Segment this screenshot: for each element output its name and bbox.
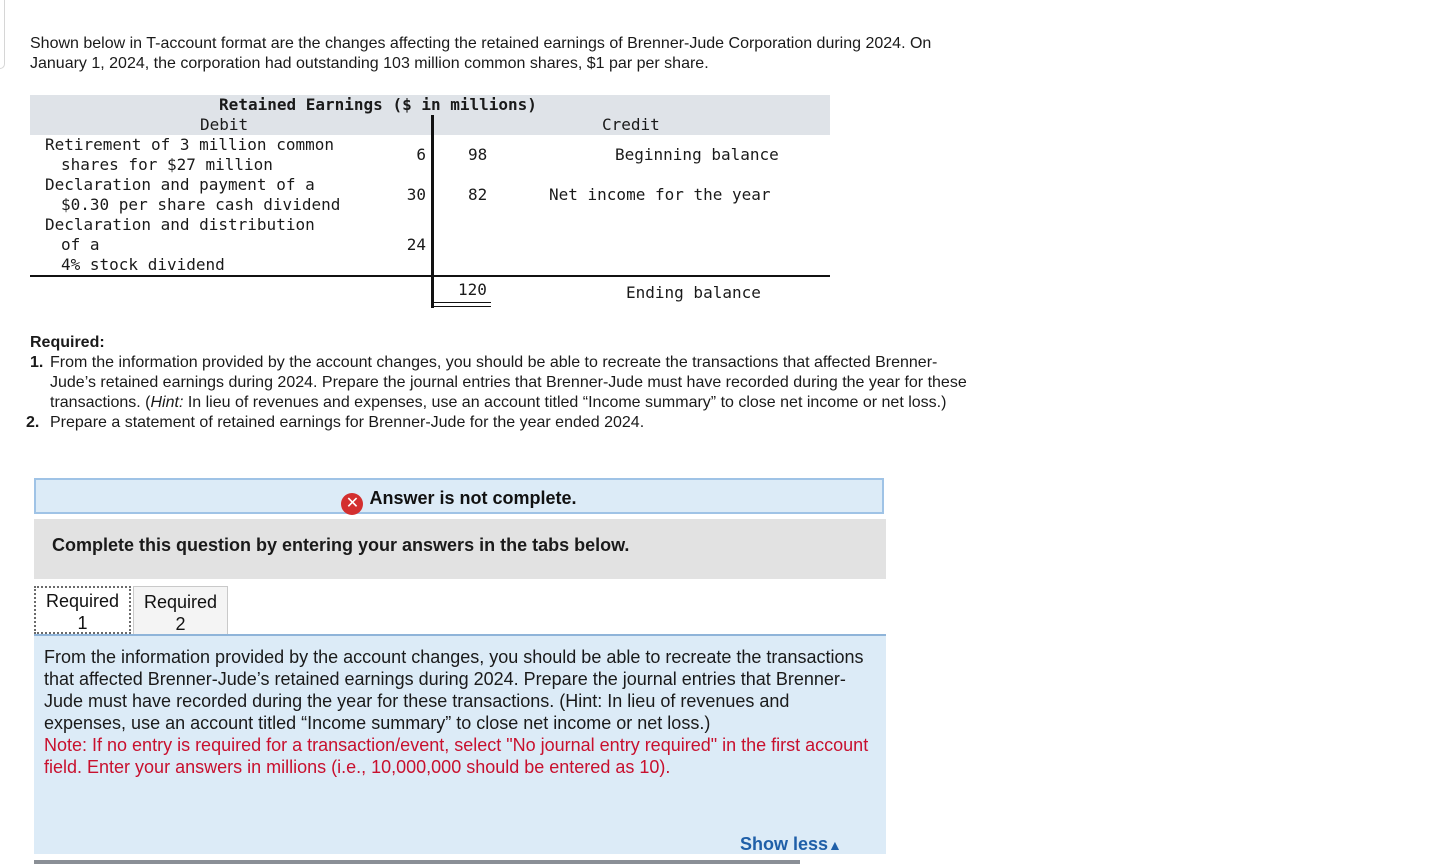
debit-row-2-line1: Declaration and payment of a — [45, 175, 315, 194]
debit-row-2-line2: $0.30 per share cash dividend — [61, 195, 341, 214]
complete-instructions-box: Complete this question by entering your answers in the tabs below. — [34, 519, 886, 579]
ending-balance-label: Ending balance — [626, 283, 761, 302]
required-item-2 — [26, 413, 975, 433]
instruction-panel — [34, 636, 886, 854]
t-account-title — [30, 95, 830, 115]
answer-status-banner — [34, 478, 884, 514]
tab-required-1-line1: Required — [45, 591, 120, 611]
required-item-1-hint: Hint: — [150, 394, 184, 411]
show-less-label: Show less — [740, 834, 829, 854]
credit-row-1-amount: 98 — [468, 145, 488, 164]
credit-row-2-label: Net income for the year — [549, 185, 771, 204]
t-account — [30, 95, 830, 310]
debit-row-3-line2: of a — [61, 235, 100, 254]
required-item-1-number: 1. — [30, 354, 44, 371]
t-account-horizontal-line — [30, 275, 830, 277]
credit-row-2-amount: 82 — [468, 185, 488, 204]
ending-balance-amount: 120 — [458, 280, 487, 299]
debit-row-3-line3: 4% stock dividend — [61, 255, 225, 274]
x-circle-icon: ✕ — [341, 493, 363, 515]
tab-required-2-line2: 2 — [175, 614, 186, 634]
required-section — [26, 333, 975, 433]
debit-row-1-amount: 6 — [416, 145, 426, 164]
tab-required-1[interactable] — [34, 586, 131, 634]
credit-header: Credit — [602, 115, 660, 134]
answer-status-text: Answer is not complete. — [369, 488, 577, 508]
required-item-2-text: Prepare a statement of retained earnings for Brenner-Jude for the year ended 2024. — [50, 414, 645, 431]
debit-header: Debit — [200, 115, 249, 134]
required-heading: Required: — [30, 334, 105, 351]
t-account-vertical-line — [431, 115, 434, 308]
credit-row-1-label: Beginning balance — [615, 145, 779, 164]
table-header-edge — [34, 860, 800, 864]
t-account-title-text: Retained Earnings ($ in millions) — [219, 95, 537, 114]
tab-required-1-line2: 1 — [77, 613, 88, 633]
debit-row-2-amount: 30 — [406, 185, 426, 204]
double-underline-bottom — [431, 306, 491, 307]
triangle-up-icon: ▲ — [828, 837, 842, 853]
instruction-text: From the information provided by the account changes, you should be able to recreate the transactions that affected Brenner-Jude’s retained earnings during 2024. Prepare the journal entries that Brenner-Jude must have recorded during the year for these transactions. (Hint: In lieu of revenues and expenses, use an account titled “Income summary” to close net income or net loss.) — [44, 647, 864, 733]
debit-row-3-amount: 24 — [406, 235, 426, 254]
intro-paragraph: Shown below in T-account format are the changes affecting the retained earnings of Brenner-Jude Corporation during 2024. On January 1, 2024, the corporation had outstanding 103 million common shares, $1 par per share. — [30, 35, 932, 72]
required-item-2-number: 2. — [26, 414, 40, 431]
debit-row-1-line2: shares for $27 million — [61, 155, 273, 174]
required-item-1-text-b: In lieu of revenues and expenses, use an account titled “Income summary” to close net income or net loss.) — [183, 394, 947, 411]
tab-required-2[interactable] — [133, 586, 228, 634]
required-item-1-text-a: From the information provided by the account changes, you should be able to recreate the transactions that affected Brenner-Jude’s retained earnings during 2024. Prepare the journal entries that Brenner-Jude must have recorded during the year for these transactions. ( — [50, 354, 967, 411]
required-item-1 — [30, 353, 975, 413]
instruction-note: Note: If no entry is required for a transaction/event, select "No journal entry required" in the first account field. Enter your answers in millions (i.e., 10,000,000 should be entered as 10). — [44, 735, 869, 777]
double-underline-top — [431, 302, 491, 303]
tab-required-2-line1: Required — [143, 592, 218, 612]
debit-row-1-line1: Retirement of 3 million common — [45, 135, 334, 154]
show-less-link[interactable] — [740, 833, 842, 856]
debit-row-3-line1: Declaration and distribution — [45, 215, 315, 234]
left-edge-decoration — [0, 0, 5, 69]
